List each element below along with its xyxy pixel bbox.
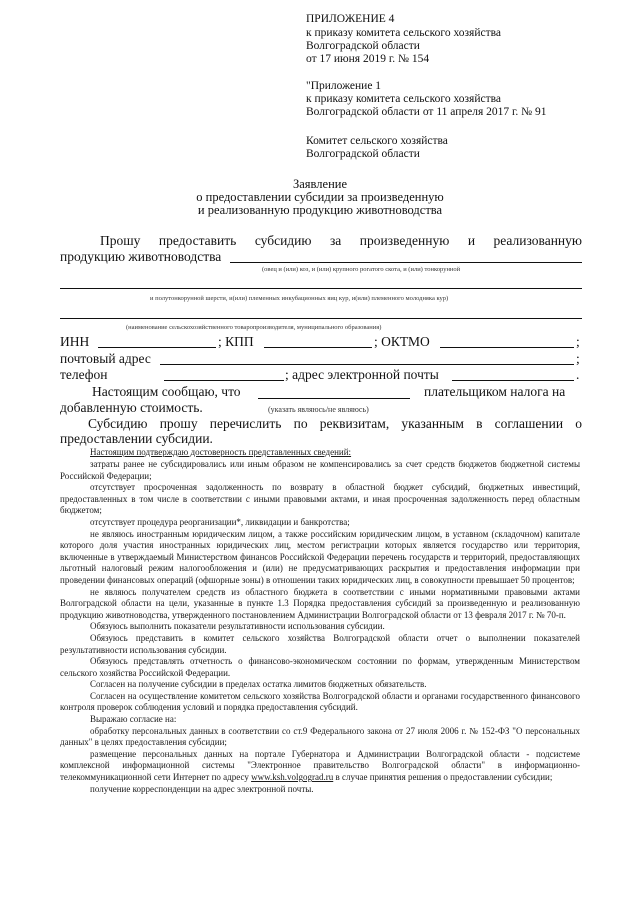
confirm-header: Настоящим подтверждаю достоверность представленных сведений: — [90, 447, 352, 457]
field-caption: (наименование сельскохозяйственного товаропроизводителя, муниципального образования) — [126, 324, 382, 331]
semicolon: ; — [576, 334, 580, 349]
body-paragraph: Обязуюсь представлять отчетность о финансово-экономическом состоянии по формам, утвержденным Министерством сельского хозяйства Российской Федерации. — [60, 656, 580, 678]
body-paragraph: отсутствует просроченная задолженность по возврату в областной бюджет субсидий, бюджетных инвестиций, предоставленных в том числе в соответствии с иными правовыми актами, и иная просроченная задолженность перед областным бюджетом; — [60, 482, 580, 516]
appendix-line: от 17 июня 2019 г. № 154 — [306, 53, 430, 65]
phone-field[interactable] — [164, 380, 284, 381]
vat-text: Настоящим сообщаю, что — [92, 384, 241, 399]
product-field-line — [60, 288, 582, 289]
prev-appendix-line: к приказу комитета сельского хозяйства — [306, 93, 502, 105]
body-paragraph: Согласен на получение субсидии в пределах остатка лимитов бюджетных обязательств. — [90, 679, 427, 690]
prev-appendix-line: Волгоградской области от 11 апреля 2017 г. № 91 — [306, 106, 547, 118]
body-paragraph: не являюсь получателем средств из областного бюджета в соответствии с иными нормативными правовыми актами Волгоградской области на цели, указанные в пункте 1.3 Порядка предоставления субсидий за произведенную и реализованную продукцию животноводства, утвержденного постановлением Администрации Волгоградской области от 13 февраля 2017 г. № 70-п. — [60, 586, 580, 620]
appendix-line: к приказу комитета сельского хозяйства — [306, 27, 502, 39]
body-paragraph: Обязуюсь выполнить показатели результативности использования субсидии. — [90, 621, 385, 632]
inn-label: ИНН — [60, 334, 90, 349]
producer-field-line — [60, 318, 582, 319]
inn-field[interactable] — [98, 347, 216, 348]
address-field[interactable] — [160, 364, 574, 365]
body-paragraph: не являюсь иностранным юридическим лицом, а также российским юридическим лицом, в уставном (складочном) капитале которого доля участия иностранных юридических лиц, местом регистрации которых является государство или территория, включенные в утверждаемый Министерством финансов Российской Федерации перечень государств и территорий, предоставляющих льготный налоговый режим налогообложения и (или) не предусматривающих раскрытия и предоставления информации при проведении финансовых операций (офшорные зоны) в отношении таких юридических лиц, в совокупности превышает 50 процентов; — [60, 528, 580, 585]
address-label: почтовый адрес — [60, 351, 151, 366]
body-paragraph: Обязуюсь представить в комитет сельского хозяйства Волгоградской области отчет о выполнении показателей результативности использования субсидии. — [60, 632, 580, 655]
field-caption: и полутонкорунной шерсти, и(или) племенных инкубационных яиц кур, и(или) племенного молодняка кур) — [150, 295, 449, 302]
body-paragraph: обработку персональных данных в соответствии со ст.9 Федерального закона от 27 июля 2006 г. № 152-ФЗ "О персональных данных" в целях предоставления субсидии; — [60, 725, 580, 748]
field-caption: (указать являюсь/не являюсь) — [268, 405, 369, 414]
product-field-line — [230, 262, 582, 263]
body-text — [60, 459, 580, 795]
vat-status-field[interactable] — [258, 398, 410, 399]
body-paragraph: затраты ранее не субсидировались или иным образом не компенсировались за счет средств бюджетов бюджетной системы Российской Федерации; — [60, 459, 580, 481]
dot: . — [576, 367, 580, 382]
email-field[interactable] — [452, 380, 574, 381]
site-link[interactable]: www.ksh.volgograd.ru — [251, 772, 334, 783]
oktmo-field[interactable] — [440, 347, 574, 348]
kpp-label: ; КПП — [218, 334, 254, 349]
phone-label: телефон — [60, 367, 108, 382]
email-label: ; адрес электронной почты — [285, 367, 439, 382]
placement-text: в случае принятия решения о предоставлении субсидии; — [335, 772, 553, 783]
body-paragraph: Выражаю согласие на: — [90, 714, 177, 725]
semicolon: ; — [576, 351, 580, 366]
document-title: Заявление — [292, 177, 347, 191]
transfer-text: предоставлении субсидии. — [60, 431, 213, 446]
body-paragraph: получение корреспонденции на адрес электронной почты. — [90, 783, 314, 794]
document-subtitle: и реализованную продукцию животноводства — [197, 203, 443, 217]
vat-text: добавленную стоимость. — [60, 400, 203, 415]
prev-appendix-line: "Приложение 1 — [306, 80, 382, 92]
addressee-line: Комитет сельского хозяйства — [306, 135, 448, 147]
appendix-line: Волгоградской области — [306, 40, 420, 52]
placement-text: размещение персональных данных на портале Губернатора и Администрации Волгоградской области - подсистеме комплексной информационной системы "Электронное правительство Волгоградской области" в информационно-телекоммуникационной сети Интернет по адресу — [60, 748, 580, 783]
body-paragraph: Согласен на осуществление комитетом сельского хозяйства Волгоградской области и органами государственного финансового контроля проверок соблюдения условий и порядка предоставления субсидий. — [60, 690, 580, 713]
kpp-field[interactable] — [264, 347, 372, 348]
placement-paragraph — [60, 749, 580, 784]
body-paragraph: отсутствует процедура реорганизации*, ликвидации и банкротства; — [90, 516, 350, 527]
transfer-text: Субсидию прошу перечислить по реквизитам, указанным в соглашении о — [88, 416, 582, 431]
addressee-line: Волгоградской области — [306, 148, 420, 160]
oktmo-label: ; ОКТМО — [374, 334, 430, 349]
vat-text: плательщиком налога на — [424, 384, 566, 399]
field-caption: (овец и (или) коз, и (или) крупного рогатого скота, и (или) тонкорунной — [262, 266, 461, 273]
appendix-title: ПРИЛОЖЕНИЕ 4 — [306, 13, 395, 25]
request-line: продукцию животноводства — [60, 249, 222, 264]
document-subtitle: о предоставлении субсидии за произведенную — [196, 190, 444, 204]
request-line: Прошу предоставить субсидию за произведенную и реализованную — [100, 233, 582, 248]
